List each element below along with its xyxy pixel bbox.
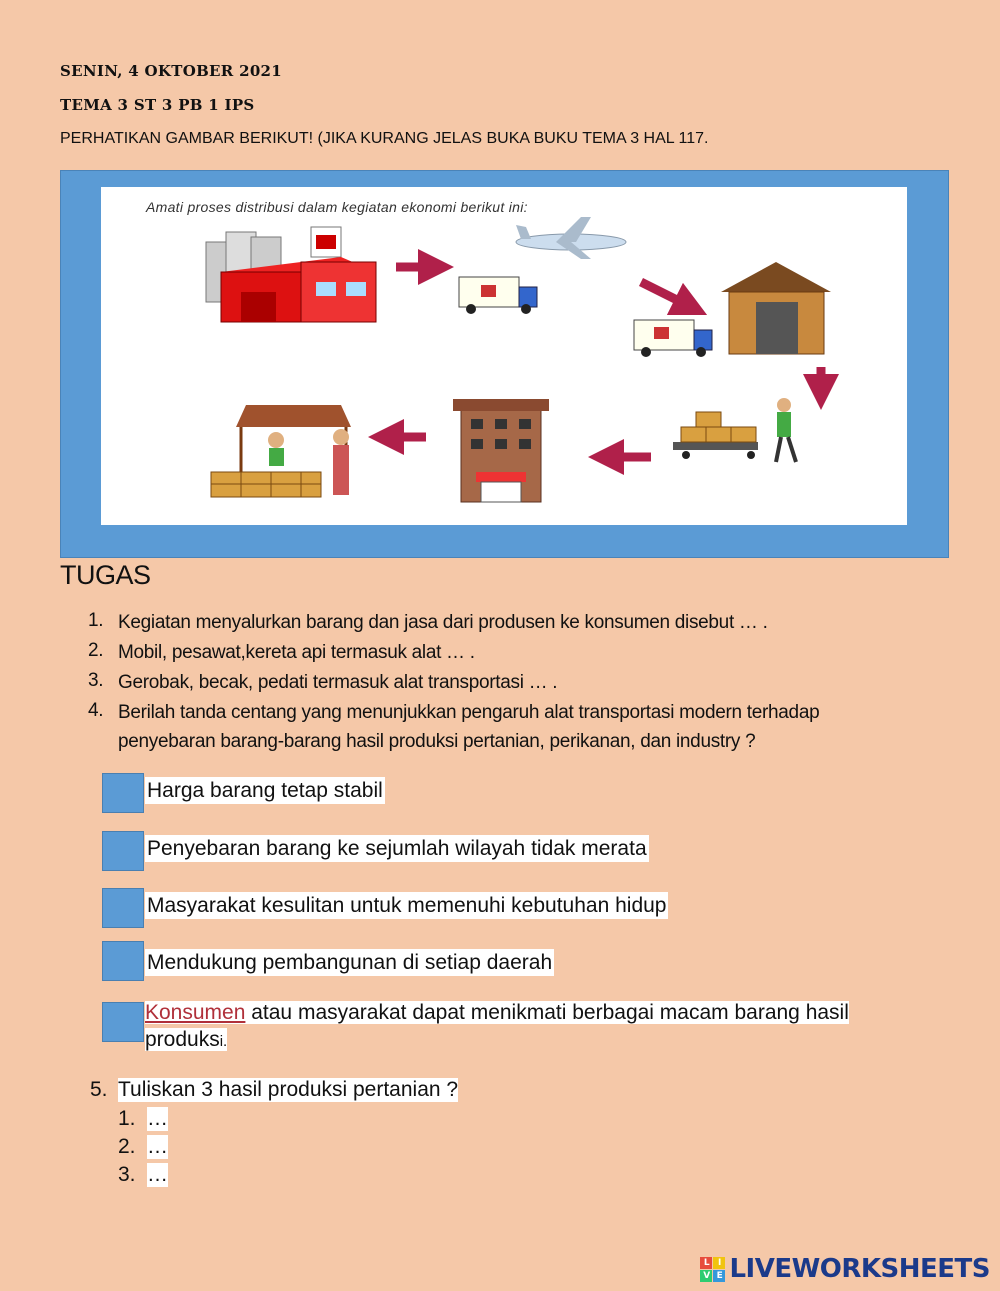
badge-letter: L: [700, 1257, 712, 1269]
logo-badge-icon: [700, 1257, 725, 1282]
question-number: 4.: [88, 700, 104, 721]
theme-heading: TEMA 3 ST 3 PB 1 IPS: [60, 96, 255, 114]
question-5-text: Tuliskan 3 hasil produksi pertanian ?: [118, 1078, 459, 1101]
arrow-icon: [641, 282, 691, 307]
question-2: Mobil, pesawat,kereta api termasuk alat … .: [118, 642, 475, 663]
option-2-text: Penyebaran barang ke sejumlah wilayah tidak merata: [147, 837, 647, 860]
option-5-rest2: produks: [145, 1028, 220, 1051]
badge-letter: V: [700, 1270, 712, 1282]
question-1: Kegiatan menyalurkan barang dan jasa dari produsen ke konsumen disebut … .: [118, 612, 768, 633]
liveworksheets-logo: [700, 1254, 990, 1284]
option-checkbox-2[interactable]: [102, 831, 144, 871]
answer-field-1[interactable]: …: [147, 1107, 168, 1130]
option-checkbox-1[interactable]: [102, 773, 144, 813]
cart-icon: [673, 398, 796, 462]
logo-text: LIVEWORKSHEETS: [729, 1254, 990, 1284]
answer-number: 2.: [118, 1135, 136, 1158]
konsumen-word: Konsumen: [145, 1001, 246, 1024]
question-number: 3.: [88, 670, 104, 691]
factory-icon: [206, 227, 376, 322]
instruction-text: PERHATIKAN GAMBAR BERIKUT! (JIKA KURANG JELAS BUKA BUKU TEMA 3 HAL 117.: [60, 130, 709, 147]
question-4: Berilah tanda centang yang menunjukkan pengaruh alat transportasi modern terhadap penyebaran barang-barang hasil produksi pertanian, perikanan, dan industry ?: [118, 702, 820, 752]
answer-number: 1.: [118, 1107, 136, 1130]
distribution-illustration: [101, 187, 907, 525]
question-number: 1.: [88, 610, 104, 631]
option-5-tail: i.: [219, 1033, 228, 1050]
question-3: Gerobak, becak, pedati termasuk alat transportasi … .: [118, 672, 558, 693]
option-3-text: Masyarakat kesulitan untuk memenuhi kebutuhan hidup: [147, 894, 667, 917]
question-5-number: 5.: [90, 1078, 108, 1101]
badge-letter: E: [713, 1270, 725, 1282]
option-4-text: Mendukung pembangunan di setiap daerah: [147, 951, 553, 974]
tugas-heading: TUGAS: [60, 560, 151, 590]
date-heading: SENIN, 4 OKTOBER 2021: [60, 62, 283, 80]
option-checkbox-5[interactable]: [102, 1002, 144, 1042]
truck-icon: [459, 277, 537, 314]
market-stall-icon: [211, 405, 351, 497]
airplane-icon: [516, 217, 626, 259]
badge-letter: I: [713, 1257, 725, 1269]
figure-caption: Amati proses distribusi dalam kegiatan ekonomi berikut ini:: [146, 199, 528, 215]
option-checkbox-4[interactable]: [102, 941, 144, 981]
option-5-rest: atau masyarakat dapat menikmati berbagai macam barang hasil: [245, 1001, 849, 1024]
option-5-text: [145, 999, 911, 1055]
truck-icon: [634, 320, 712, 357]
answer-number: 3.: [118, 1163, 136, 1186]
option-1-text: Harga barang tetap stabil: [147, 779, 383, 802]
answer-field-3[interactable]: …: [147, 1163, 168, 1186]
answer-field-2[interactable]: …: [147, 1135, 168, 1158]
option-checkbox-3[interactable]: [102, 888, 144, 928]
warehouse-icon: [721, 262, 831, 354]
question-number: 2.: [88, 640, 104, 661]
store-icon: [453, 399, 549, 502]
distribution-figure: [101, 187, 907, 525]
